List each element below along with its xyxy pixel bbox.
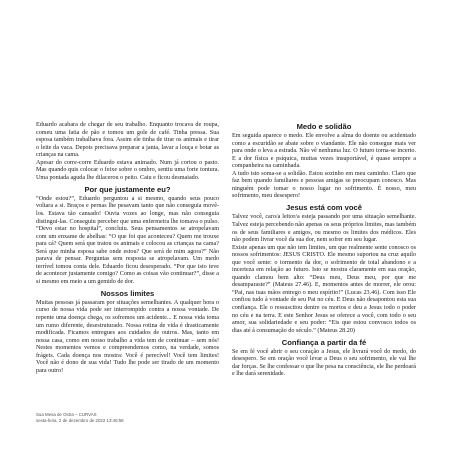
heading-fear-loneliness: Medo e solidão: [296, 122, 352, 131]
paragraph-faith: Se em fé você abrir o seu coração a Jesus, ele livrará você do medo, do desespero. Se em oração você levar a Deus o seu sofrimento, ele vai lhe dar forças. Se lhe confessar o que lhe pesa na consciência, ele lhe perdoará e lhe dará serenidade.: [232, 348, 416, 378]
paragraph-loneliness: A tudo isto soma-se a solidão. Estou sozinho em meu caminho. Claro que faz bem quando familiares e pessoas amigas se preocupam conosco. Mas ninguém pode tomar o nosso lugar no sofrimento. É nosso, meu sofrimento, meu desespero!: [232, 170, 416, 200]
footer-timestamp: sexta-feira, 2 de dezembro de 2022 13:46:58: [36, 418, 124, 423]
paragraph-fear: Em seguida aparece o medo. Ele envolve a alma do doente ou acidentado como a escuridão se abate sobre o viandante. Ele não consegue mais ver para onde o leva a estrada. Não vê nenhuma luz. O futuro torna-se incerto. E a dor física e psíquica, muitas vezes insuportável, é quase sempre a companheira na caminhada.: [232, 133, 416, 170]
paragraph-reader: Talvez você, caro/a leitor/a esteja passando por uma situação semelhante. Talvez esteja percebendo não apenas os seus próprios limites, mas também os de seus familiares e amigos, ou mesmo os limites dos médicos. Eles não podem livrar você da sua dor, nem sofrer em seu lugar.: [232, 214, 416, 244]
heading-why-me: Por que justamente eu?: [84, 184, 171, 194]
right-column: [232, 122, 416, 379]
paragraph-jesus: Existe apenas um que não tem limites, um que realmente sente conosco os nossos sofrimentos: JESUS CRISTO. Ele mesmo suportou na cruz aquilo que você sente: o tormento da dor, o sofrimento de total abandono e a incerteza em relação ao futuro. Isto se mostra claramente em sua oração, quando clamou bem alto: “Deus meu, Deus meu, por que me desamparaste?” (Mateus 27.46). E, momentos antes de morrer, ele orou: “Pai, nas tuas mãos entrego o meu espírito!” (Lucas 23.46). Com isso Ele confiou tudo à vontade de seu Pai no céu. E Deus não desapontou esta sua confiança. Ele o ressuscitou dentre os mortos e deu a Jesus todo o poder no céu e na terra. E este Senhor Jesus se oferece a você, com todo o seu amor, sua solidariedade e seu poder: “Eis que estou convosco todos os dias até à consumação do século.” (Mateus 28.20): [232, 244, 416, 334]
paragraph-hospital: “Onde estou?”, Eduardo perguntou a si mesmo, quando seus pouco voltara a si. Braços e pernas lhe pesavam tanto que não conseguia movê-los. Estava tão cansado! Ouvia vozes ao longe, mas não conseguia distingui-las. Conseguiu perceber que uma enfermeira lhe tomava o pulso. “Devo estar no hospital”, concluiu. Seus pensamentos se atropelavam com um enxame de abelhas: “O que foi que aconteceu? Quem me trouxe para cá? Quem será que tratou os animais e colocou as crianças na cama? Será que minha esposa sabe onde estou? Que será de mim agora?” Não parava de pensar. Perguntas sem resposta se atropelavam. Um medo terrível tomou conta dele. Eduardo ficou desesperado. “Por que isto teve de acontecer justamente comigo? Como as coisas vão continuar?”, disse a si mesmo em meio a um gemido de dor.: [36, 195, 219, 285]
heading-trust-faith: Confiança a partir da fé: [281, 337, 367, 347]
paragraph-intro: Eduardo acabara de chegar de seu trabalho. Enquanto trocava de roupa, comeu uma fatia de pão e tomou um gole de café. Tinha pressa. Sua esposa também trabalhava fora. Assim ele tinha de tirar os animais e tirar o leite da vaca. Depois precisava preparar a janta, lavar a louça e botar as crianças na cama.: [36, 122, 219, 159]
heading-jesus-with-you: Jesus está com você: [286, 203, 362, 213]
paragraph-limits: Muitas pessoas já passaram por situações semelhantes. A qualquer hora o curso de nossa vida pode ser interrompido contra a nossa vontade. De repente uma doença chega, os sofremos um acidente... E nossa vida toma um rumo diferente, desestruturado. Nossa rotina de vida é drasticamente modificada. Ficamos entregues aos cuidados de outros. Mas, tanto em nossa casa, como em nosso trabalho a vida tem de continuar – sem nós! Nestes momentos vemos e compreendemos como, na verdade, somos frágeis. Cada doença nos mostra: Você é perecível! Você tem limites! Você não é dono de sua vida! Tudo lhe pode ser tirado de um momento para outro!: [36, 299, 219, 374]
print-footer: [36, 412, 124, 424]
paragraph-fainting: Apesar do corre-corre Eduardo estava animado. Num já cortou o pasto. Mas quando quis colocar o feixe sobre o ombro, sentiu uma forte tontura. Uma pontada aguda lhe dilacerou o peito. Caiu e ficou desmaiado.: [36, 159, 219, 181]
heading-our-limits: Nossos limites: [100, 288, 155, 298]
left-column: [36, 122, 219, 375]
footer-filename: Sua Mesa de Ostra – CURVAS: [36, 412, 97, 417]
